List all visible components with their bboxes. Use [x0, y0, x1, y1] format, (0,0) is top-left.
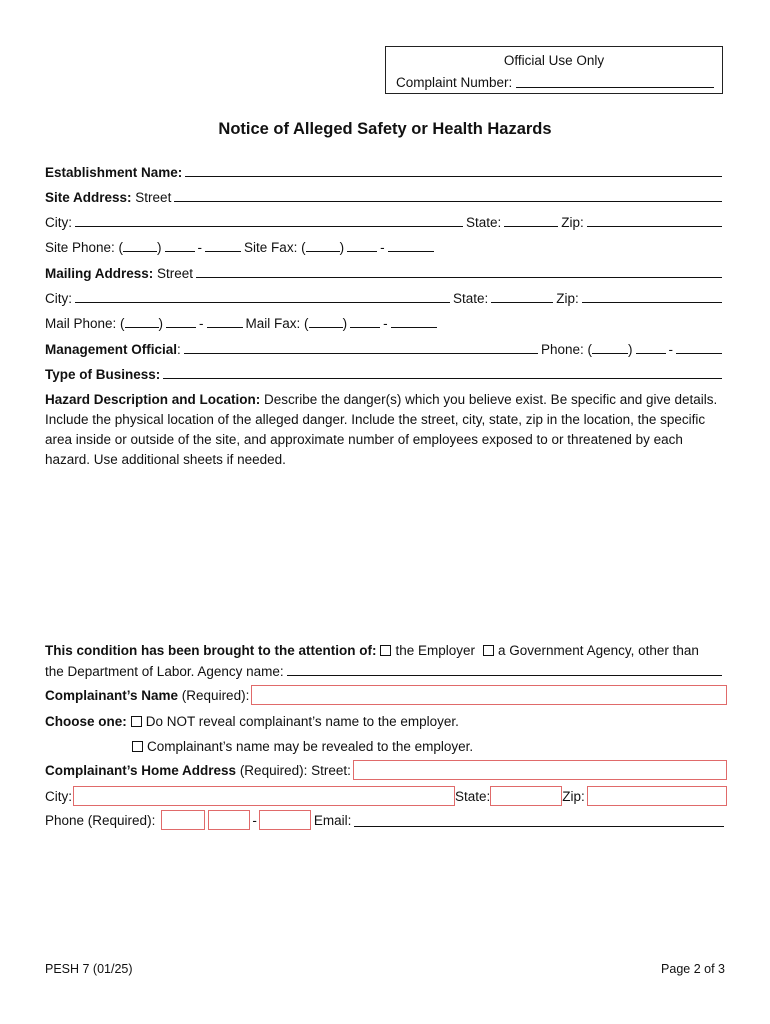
establishment-row: [45, 162, 725, 180]
management-phone-label: Phone: (: [540, 342, 592, 357]
management-official-field[interactable]: [184, 339, 538, 354]
hazard-label: Hazard Description and Location:: [45, 392, 261, 407]
home-phone-line-field[interactable]: [259, 810, 311, 830]
home-zip-field[interactable]: [587, 786, 727, 806]
complaint-number-row: [396, 74, 714, 90]
attention-label: This condition has been brought to the attention of:: [45, 643, 377, 658]
management-colon: :: [177, 342, 181, 357]
mailing-city-field[interactable]: [75, 288, 450, 303]
official-use-title: Official Use Only: [503, 53, 605, 68]
page-number: Page 2 of 3: [661, 962, 725, 976]
agency-name-label: the Department of Labor. Agency name:: [45, 664, 284, 679]
complainant-name-label: Complainant’s Name: [45, 687, 179, 703]
hazard-description-field[interactable]: [45, 475, 725, 625]
hazard-instructions: Describe the danger(s) which you believe exist. Be specific and give details. Include the physical location of the alleged danger. Include the street, city, state, zip in the location, the specific area inside or outside of the site, and approximate number of employees exposed to or threatened by each hazard. Use additional sheets if needed.: [45, 392, 718, 467]
mailing-address-label: Mailing Address:: [45, 266, 154, 281]
reveal-checkbox[interactable]: [132, 741, 143, 752]
management-label: Management Official: [45, 342, 178, 357]
home-phone-prefix-field[interactable]: [208, 810, 250, 830]
mailing-phone-row: Mail Phone: ( ) - Mail Fax: ( ) -: [45, 313, 725, 331]
home-city-field[interactable]: [73, 786, 455, 806]
home-city-row: [45, 785, 727, 807]
employer-checkbox[interactable]: [380, 645, 391, 656]
not-reveal-option-label: Do NOT reveal complainant’s name to the employer.: [145, 714, 459, 729]
home-state-field[interactable]: [490, 786, 562, 806]
reveal-option-label: Complainant’s name may be revealed to the employer.: [147, 739, 474, 754]
mail-fax-prefix-field[interactable]: [350, 313, 380, 328]
home-zip-label: Zip:: [562, 788, 585, 804]
mail-phone-line-field[interactable]: [207, 313, 243, 328]
site-fax-area-field[interactable]: [306, 237, 340, 252]
site-address-label: Site Address:: [45, 190, 132, 205]
email-field[interactable]: [354, 812, 724, 827]
management-row: Management Official : Phone: ( ) -: [45, 339, 725, 357]
mail-fax-line-field[interactable]: [391, 313, 437, 328]
establishment-name-field[interactable]: [185, 162, 722, 177]
site-fax-label: Site Fax: (: [244, 240, 306, 255]
mail-phone-area-field[interactable]: [125, 313, 159, 328]
mail-phone-prefix-field[interactable]: [166, 313, 196, 328]
establishment-label: Establishment Name:: [45, 165, 183, 180]
mailing-street-field[interactable]: [196, 263, 722, 278]
home-address-label: Complainant’s Home Address: [45, 762, 237, 778]
mail-fax-area-field[interactable]: [309, 313, 343, 328]
management-phone-area-field[interactable]: [592, 339, 628, 354]
complainant-name-row: [45, 684, 727, 706]
site-state-label: State:: [466, 215, 502, 230]
home-address-row: [45, 759, 727, 781]
choose-one-row: [45, 711, 725, 729]
mailing-city-row: [45, 288, 725, 306]
home-phone-label: Phone (Required):: [45, 812, 156, 828]
site-fax-line-field[interactable]: [388, 237, 434, 252]
email-label: Email:: [313, 812, 352, 828]
mailing-street-label: Street: [157, 266, 194, 281]
official-use-box: [385, 46, 723, 94]
business-label: Type of Business:: [45, 367, 161, 382]
home-address-required: (Required): Street:: [239, 762, 351, 778]
agency-checkbox[interactable]: [483, 645, 494, 656]
home-state-label: State:: [455, 788, 491, 804]
form-title: Notice of Alleged Safety or Health Hazards: [218, 120, 552, 138]
mailing-zip-field[interactable]: [582, 288, 722, 303]
mailing-address-row: [45, 263, 725, 281]
hazard-description: [45, 390, 727, 470]
complaint-number-field[interactable]: [516, 74, 714, 88]
form-id: PESH 7 (01/25): [45, 962, 133, 976]
not-reveal-checkbox[interactable]: [131, 716, 142, 727]
choose-one-label: Choose one:: [45, 714, 127, 729]
site-street-field[interactable]: [174, 187, 722, 202]
site-zip-label: Zip:: [561, 215, 584, 230]
attention-row: [45, 640, 735, 658]
mailing-state-label: State:: [453, 291, 489, 306]
home-street-field[interactable]: [353, 760, 727, 780]
home-city-label: City:: [45, 788, 72, 804]
site-phone-line-field[interactable]: [205, 237, 241, 252]
complainant-name-field[interactable]: [251, 685, 727, 705]
management-phone-prefix-field[interactable]: [636, 339, 666, 354]
business-type-field[interactable]: [163, 364, 722, 379]
site-phone-area-field[interactable]: [123, 237, 157, 252]
agency-name-row: [45, 661, 725, 679]
employer-option-label: the Employer: [395, 643, 476, 658]
complainant-name-required: (Required):: [181, 687, 250, 703]
site-city-label: City:: [45, 215, 72, 230]
site-address-row: [45, 187, 725, 205]
site-city-field[interactable]: [75, 212, 463, 227]
mailing-state-field[interactable]: [491, 288, 553, 303]
site-street-label: Street: [135, 190, 172, 205]
site-fax-prefix-field[interactable]: [347, 237, 377, 252]
management-phone-line-field[interactable]: [676, 339, 722, 354]
site-state-field[interactable]: [504, 212, 558, 227]
site-phone-row: Site Phone: ( ) - Site Fax: ( ) -: [45, 237, 725, 255]
home-phone-area-field[interactable]: [161, 810, 205, 830]
reveal-row: [128, 736, 728, 754]
complaint-number-label: Complaint Number:: [396, 75, 513, 90]
home-phone-row: Phone (Required): - Email:: [45, 809, 727, 831]
mail-phone-label: Mail Phone: (: [45, 316, 125, 331]
site-phone-label: Site Phone: (: [45, 240, 124, 255]
mailing-zip-label: Zip:: [556, 291, 579, 306]
site-phone-prefix-field[interactable]: [165, 237, 195, 252]
site-city-row: [45, 212, 725, 230]
mail-fax-label: Mail Fax: (: [245, 316, 309, 331]
agency-name-field[interactable]: [287, 661, 722, 676]
mailing-city-label: City:: [45, 291, 72, 306]
site-zip-field[interactable]: [587, 212, 722, 227]
business-row: [45, 364, 725, 382]
agency-option-label: a Government Agency, other than: [498, 643, 699, 658]
